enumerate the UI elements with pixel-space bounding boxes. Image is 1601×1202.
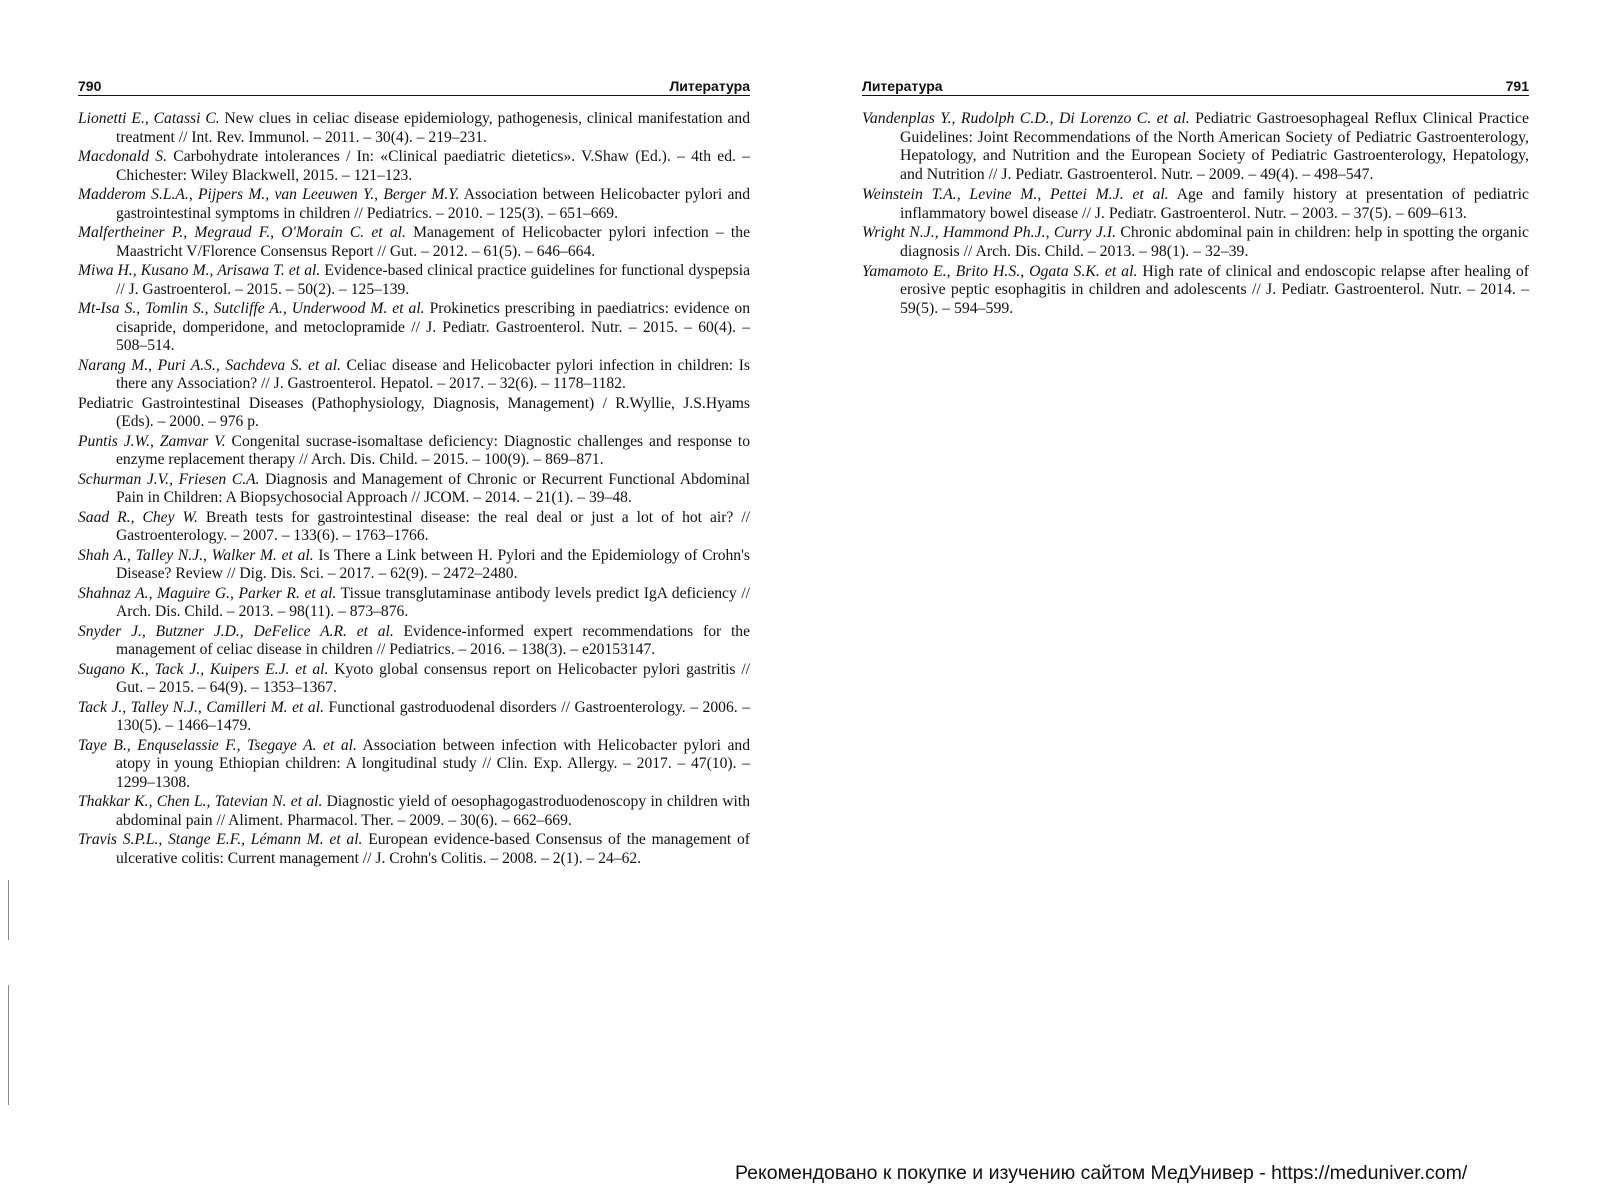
reference-authors: Sugano K., Tack J., Kuipers E.J. et al. <box>78 660 329 678</box>
reference-entry <box>78 186 750 223</box>
reference-entry <box>78 793 750 830</box>
reference-authors: Lionetti E., Catassi C. <box>78 110 220 127</box>
reference-entry <box>78 831 750 868</box>
reference-authors: Madderom S.L.A., Pijpers M., van Leeuwen Y., Berger M.Y. <box>78 186 460 203</box>
reference-authors: Narang M., Puri A.S., Sachdeva S. et al. <box>78 356 341 374</box>
reference-list <box>78 110 750 868</box>
reference-entry <box>78 623 750 660</box>
page-header <box>862 78 1529 96</box>
reference-entry <box>78 547 750 584</box>
reference-entry <box>78 585 750 622</box>
reference-text: Association between Helicobacter pylori and gastrointestinal symptoms in children // Pediatrics. – 2010. – 125(3). – 651–669. <box>116 186 750 222</box>
footer-watermark: Рекомендовано к покупке и изучению сайтом МедУнивер - https://meduniver.com/ <box>735 1162 1468 1184</box>
reference-authors: Snyder J., Butzner J.D., DeFelice A.R. et al. <box>78 622 394 640</box>
reference-authors: Thakkar K., Chen L., Tatevian N. et al. <box>78 793 323 810</box>
reference-text: Congenital sucrase-isomaltase deficiency: Diagnostic challenges and response to enzyme replacement therapy // Arch. Dis. Child. – 2015. – 100(9). – 869–871. <box>116 432 750 468</box>
reference-entry <box>78 661 750 698</box>
reference-authors: Mt-Isa S., Tomlin S., Sutcliffe A., Underwood M. et al. <box>78 300 425 317</box>
scan-margin-line <box>8 985 9 1105</box>
reference-text: Evidence-informed expert recommendations for the management of celiac disease in children // Pediatrics. – 2016. – 138(3). – e20153147. <box>116 622 751 658</box>
reference-text: European evidence-based Consensus of the management of ulcerative colitis: Current management // J. Crohn's Colitis. – 2008. – 2(1). – 24–62. <box>116 831 750 867</box>
reference-authors: Malfertheiner P., Megraud F., O'Morain C. et al. <box>78 224 406 241</box>
reference-text: Evidence-based clinical practice guidelines for functional dyspepsia // J. Gastroenterol. – 2015. – 50(2). – 125–139. <box>116 262 751 298</box>
reference-text: Is There a Link between H. Pylori and the Epidemiology of Crohn's Disease? Review // Dig. Dis. Sci. – 2017. – 62(9). – 2472–2480. <box>116 546 750 582</box>
reference-text: Functional gastroduodenal disorders // Gastroenterology. – 2006. – 130(5). – 1466–1479. <box>116 698 750 734</box>
reference-entry <box>862 110 1529 185</box>
reference-entry <box>78 148 750 185</box>
reference-text: New clues in celiac disease epidemiology, pathogenesis, clinical manifestation and treatment // Int. Rev. Immunol. – 2011. – 30(4). – 219–231. <box>116 110 750 146</box>
reference-text: Kyoto global consensus report on Helicobacter pylori gastritis // Gut. – 2015. – 64(9). – 1353–1367. <box>116 660 750 696</box>
reference-entry <box>78 699 750 736</box>
page-header <box>78 78 750 96</box>
left-page <box>78 78 750 869</box>
running-title: Литература <box>669 78 750 94</box>
reference-authors: Taye B., Enquselassie F., Tsegaye A. et al. <box>78 736 357 754</box>
reference-authors: Saad R., Chey W. <box>78 508 198 526</box>
reference-text: Chronic abdominal pain in children: help in spotting the organic diagnosis // Arch. Dis. Child. – 2013. – 98(1). – 32–39. <box>900 224 1529 260</box>
reference-text: Age and family history at presentation of pediatric inflammatory bowel disease // J. Pediatr. Gastroenterol. Nutr. – 2003. – 37(5). – 609–613. <box>900 185 1529 222</box>
reference-authors: Shahnaz A., Maguire G., Parker R. et al. <box>78 584 337 602</box>
reference-authors: Miwa H., Kusano M., Arisawa T. et al. <box>78 262 321 279</box>
reference-text: Tissue transglutaminase antibody levels predict IgA deficiency // Arch. Dis. Child. – 2013. – 98(11). – 873–876. <box>116 584 750 620</box>
reference-entry <box>78 224 750 261</box>
reference-entry <box>78 357 750 394</box>
reference-entry <box>78 737 750 793</box>
reference-authors: Puntis J.W., Zamvar V. <box>78 432 226 450</box>
reference-authors: Schurman J.V., Friesen C.A. <box>78 470 260 488</box>
reference-text: Pediatric Gastroesophageal Reflux Clinical Practice Guidelines: Joint Recommendations of the North American Society of Pediatric Gastroenterology, Hepatology, and Nutrition and the European Society of Pediatric Gastroenterology, Hepatology, and Nutrition // J. Pediatr. Gastroenterol. Nutr. – 2009. – 49(4). – 498–547. <box>900 110 1530 184</box>
right-page <box>862 78 1529 320</box>
reference-text: Diagnostic yield of oesophagogastroduodenoscopy in children with abdominal pain // Aliment. Pharmacol. Ther. – 2009. – 30(6). – 662–669. <box>116 793 750 829</box>
reference-entry <box>78 433 750 470</box>
page-number: 790 <box>78 78 102 94</box>
reference-text: High rate of clinical and endoscopic relapse after healing of erosive peptic esophagitis in children and adolescents // J. Pediatr. Gastroenterol. Nutr. – 2014. – 59(5). – 594–599. <box>900 262 1530 318</box>
reference-list <box>862 110 1529 319</box>
reference-entry <box>78 395 750 432</box>
reference-text: Management of Helicobacter pylori infection – the Maastricht V/Florence Consensus Report // Gut. – 2012. – 61(5). – 646–664. <box>116 224 750 260</box>
reference-authors: Travis S.P.L., Stange E.F., Lémann M. et al. <box>78 831 363 848</box>
running-title: Литература <box>862 78 943 94</box>
reference-entry <box>78 471 750 508</box>
reference-entry <box>862 186 1529 223</box>
reference-entry <box>78 110 750 147</box>
reference-authors: Weinstein T.A., Levine M., Pettei M.J. et al. <box>862 185 1169 203</box>
reference-authors: Shah A., Talley N.J., Walker M. et al. <box>78 546 314 564</box>
reference-authors: Vandenplas Y., Rudolph C.D., Di Lorenzo C. et al. <box>862 110 1190 127</box>
reference-entry <box>862 263 1529 319</box>
reference-text: Prokinetics prescribing in paediatrics: evidence on cisapride, domperidone, and metoclopramide // J. Pediatr. Gastroenterol. Nutr. – 2015. – 60(4). – 508–514. <box>116 300 750 354</box>
scan-margin-line <box>8 880 9 940</box>
reference-entry <box>78 509 750 546</box>
reference-entry <box>78 262 750 299</box>
reference-text: Celiac disease and Helicobacter pylori infection in children: Is there any Association? // J. Gastroenterol. Hepatol. – 2017. – 32(6). – 1178–1182. <box>116 356 750 392</box>
page-number: 791 <box>1505 78 1529 94</box>
reference-text: Association between infection with Helicobacter pylori and atopy in young Ethiopian children: A longitudinal study // Clin. Exp. Allergy. – 2017. – 47(10). – 1299–1308. <box>116 736 750 791</box>
reference-entry <box>78 300 750 356</box>
reference-authors: Tack J., Talley N.J., Camilleri M. et al. <box>78 698 324 716</box>
reference-text: Diagnosis and Management of Chronic or Recurrent Functional Abdominal Pain in Children: A Biopsychosocial Approach // JCOM. – 2014. – 21(1). – 39–48. <box>116 470 750 506</box>
reference-authors: Yamamoto E., Brito H.S., Ogata S.K. et al. <box>862 262 1138 280</box>
reference-text: Carbohydrate intolerances / In: «Clinical paediatric dietetics». V.Shaw (Ed.). – 4th ed. – Chichester: Wiley Blackwell, 2015. – 121–123. <box>116 148 750 184</box>
reference-authors: Macdonald S. <box>78 148 168 165</box>
reference-authors: Wright N.J., Hammond Ph.J., Curry J.I. <box>862 224 1117 242</box>
reference-text: Pediatric Gastrointestinal Diseases (Pathophysiology, Diagnosis, Management) / R.Wyllie, J.S.Hyams (Eds). – 2000. – 976 p. <box>78 394 750 430</box>
reference-entry <box>862 224 1529 261</box>
reference-text: Breath tests for gastrointestinal disease: the real deal or just a lot of hot air? // Gastroenterology. – 2007. – 133(6). – 1763–1766. <box>116 508 750 544</box>
